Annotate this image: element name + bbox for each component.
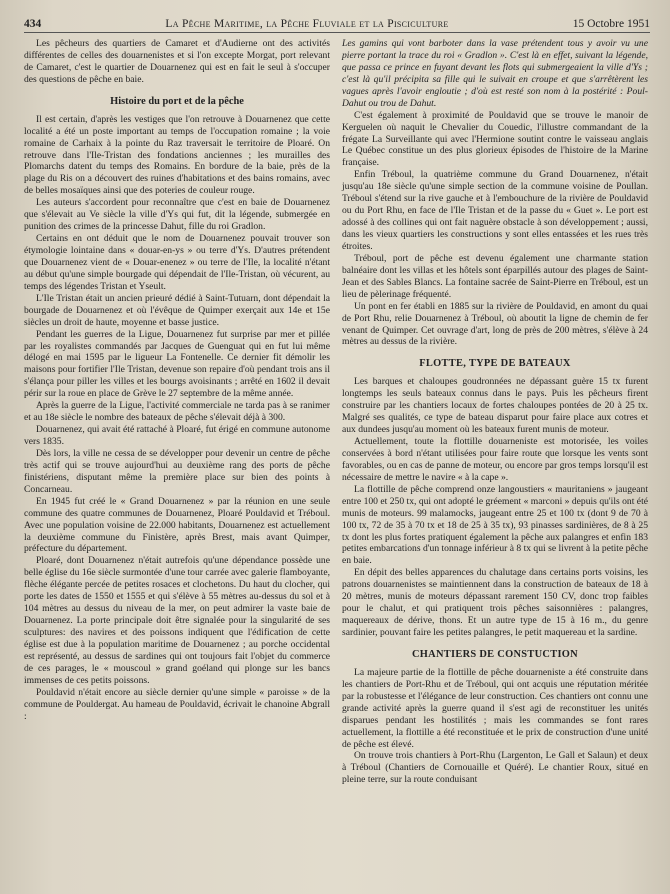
paragraph: Pendant les guerres de la Ligue, Douarnenez fut surprise par mer et pillée par les royalistes commandés par Jacques de Guenguat qui en fut lui même délogé en mai 1595 par le ligueur La Fontenelle. Ce dernier fit démolir les maisons pour fortifier l'Ile Tristan, devenue son repaire d'où pendant trois ans il s'élança pour piller les villes et les bourgs avoisinants ; arrêté en 1602 il devait périr sur la roue en place de Grève le 27 septembre de la même année.: [24, 328, 330, 400]
issue-date: 15 Octobre 1951: [572, 18, 650, 30]
paragraph: Pouldavid n'était encore au siècle dernier qu'une simple « paroisse » de la commune de Pouldergat. Au hameau de Pouldavid, écrivait le chanoine Abgrall :: [24, 686, 330, 722]
paragraph: Il est certain, d'après les vestiges que l'on retrouve à Douarnenez que cette localité a été un poste important au temps de l'occupation romaine ; la voie romaine de Carhaix à la pointe du Raz traversait le territoire de Ploaré. On retrouve dans l'Ile-Tristan des fondations anciennes ; les murailles des Plomarchs datent du temps des Romains. En bordure de la baie, près de la plage du Ris on a découvert des ruines d'habitations et des bains romains, avec de belles mosaïques ainsi que des poteries de couleur rouge.: [24, 113, 330, 197]
paragraph: Les auteurs s'accordent pour reconnaître que c'est en baie de Douarnenez que s'élevait au Ve siècle la ville d'Ys qui fut, dit la légende, submergée en punition des crimes de la princesse Dahut, fille du roi Gradlon.: [24, 197, 330, 233]
paragraph: Dès lors, la ville ne cessa de se développer pour devenir un centre de pêche très actif qui se trouve aujourd'hui au deuxième rang des ports de pêche finistériens, disputant même la première place sur bien des points à Concarneau.: [24, 447, 330, 495]
page-number: 434: [24, 18, 42, 30]
paragraph: Les pêcheurs des quartiers de Camaret et d'Audierne ont des activités différentes de celles des douarnenistes et si l'on excepte Morgat, port relevant de Camaret, c'est le quartier de Douarnenez qui est en fait le seul à s'occuper des questions de pêche en baie.: [24, 38, 330, 85]
section-heading: FLOTTE, TYPE DE BATEAUX: [419, 358, 571, 370]
paragraph: On trouve trois chantiers à Port-Rhu (Largenton, Le Gall et Salaun) et deux à Tréboul (Chantiers de Cornouaille et Quéré). Le chantier Roux, situé en pleine terre, sur la route conduisant: [342, 750, 648, 786]
paragraph: La flottille de pêche comprend onze langoustiers « mauritaniens » jaugeant entre 100 et 250 tx, qui ont adopté le gréement « marconi » depuis qu'ils ont été munis de moteurs. 99 malamocks, jaugeant entre 25 et 100 tx (dont 9 de 70 à 100 tx, 72 de 35 à 70 tx et 18 de 25 à 35 tx), 93 pinasses sardinières, de 8 à 25 tx dont les plus fortes pratiquent également la pêche aux palangres et enfin 183 petites embarcations d'un tonnage inférieur à 8 tx qui se livrent à la petite pêche en baie.: [342, 483, 648, 567]
paragraph: Les barques et chaloupes goudronnées ne dépassant guère 15 tx furent longtemps les seuls bateaux connus dans le pays. Puis les pêcheurs firent construire par les chantiers locaux de fortes chaloupes pontées de 20 à 25 tx. Malgré ses qualités, ce type de bateau disparut pour faire place aux cotres et aux dundees jusqu'au moment où les bateaux furent munis de moteur.: [342, 376, 648, 436]
right-column: [342, 38, 648, 786]
paragraph: Tréboul, port de pêche est devenu également une charmante station balnéaire dont les villas et les hôtels sont éparpillés autour des plages de Saint-Jean et des Sables Blancs. La fontaine sacrée de Saint-Pierre en Tréboul, est un lieu de pèlerinage fréquenté.: [342, 252, 648, 300]
paragraph: La majeure partie de la flottille de pêche douarneniste a été construite dans les chantiers de Port-Rhu et de Tréboul, qui ont acquis une réputation méritée par la robustesse et l'élégance de leur construction. Ces chantiers ont connu une grande activité après la guerre quand il s'est agi de reconstituer les unités disparues pendant les hostilités ; mais les commandes se font rares actuellement, la flottille a été reconstituée et le prix de construction d'une unité de pêche est élevé.: [342, 666, 648, 750]
paragraph: Ploaré, dont Douarnenez n'était autrefois qu'une dépendance possède une belle église du 16e siècle surmontée d'une tour carrée avec galerie flamboyante, flèche élégante percée de petites rosaces et clochetons. Du haut du clocher, qui porte les dates de 1550 et 1555 et qui s'élève à 55 mètres au-dessus du sol et à 104 mètres au dessus du niveau de la mer, on peut admirer la vaste baie de Douarnenez. La porte principale doit être signalée pour la singularité de ses sculptures: des navires et des poissons indiquent que l'édification de cette église est due à la population maritime de Douarnenez ; au porche occidental est représenté, au dessus de sardines qui ont toujours fait l'objet du commerce de ces parages, le « mouscoul » grand goéland qui plonge sur les bancs immenses de ces petits poissons.: [24, 555, 330, 686]
journal-title: La Pêche Maritime, la Pêche Fluviale et la Pisciculture: [165, 18, 449, 30]
paragraph: L'Ile Tristan était un ancien prieuré dédié à Saint-Tutuarn, dont dépendait la bourgade de Douarnenez et où l'évêque de Quimper exerçait aux 14e et 15e siècles un droit de haute, moyenne et basse justice.: [24, 292, 330, 328]
paragraph: Enfin Tréboul, la quatrième commune du Grand Douarnenez, n'était jusqu'au 18e siècle qu'une simple section de la commune voisine de Poullan. Tréboul s'étend sur la rive gauche et à l'embouchure de la rivière de Pouldavid ou du Port Rhu, en face de l'Ile Tristan et de la passe du « Guet ». Le port est adossé à des collines qui ont fait naguère obstacle à son développement ; aussi, dans les vieux quartiers les constructions y sont elles entassées et les rues très étroites.: [342, 169, 648, 252]
paragraph: Actuellement, toute la flottille douarneniste est motorisée, les voiles conservées à bord n'étant utilisées pour faire route que lorsque les vents sont favorables, ou en cas de panne de moteur, ou encore par gros temps lorsqu'il est nécessaire de mettre le navire « à la cape ».: [342, 436, 648, 483]
section-heading: CHANTIERS DE CONSTUCTION: [412, 648, 578, 660]
paragraph: Douarnenez, qui avait été rattaché à Ploaré, fut érigé en commune autonome vers 1835.: [24, 424, 330, 448]
article-body: [24, 38, 650, 786]
paragraph: En dépit des belles apparences du chalutage dans certains ports voisins, les patrons douarnenistes se maintiennent dans la construction de bateaux de 18 à 20 mètres, munis de moteurs dépassant rarement 150 CV, donc trop faibles pour le chalut, et qui pratiquent trois pêches saisonnières : palangres, maquereaux de dérive, thons. Et un autre type de 15 à 16 m., du genre sardinier, pouvant faire les petites palangres, le petit maquereau et la sardine.: [342, 567, 648, 639]
left-column: [24, 38, 330, 786]
paragraph: Un pont en fer établi en 1885 sur la rivière de Pouldavid, en amont du quai de Port Rhu, relie Douarnenez à Tréboul, où aboutit la ligne de chemin de fer venant de Quimper. Cet ouvrage d'art, long de près de 200 mètres, s'élève à 24 mètres au dessus de la rivière.: [342, 300, 648, 348]
paragraph: C'est également à proximité de Pouldavid que se trouve le manoir de Kerguelen où naquit le Chevalier du Couedic, l'illustre commandant de la frégate La Surveillante qui avec l'Hermione soutint contre le vaisseau anglais Le Québec constitue un des plus glorieux épisodes de l'histoire de la Marine française.: [342, 109, 648, 169]
paragraph: Après la guerre de la Ligue, l'activité commerciale ne tarda pas à se ranimer et au 18e siècle le nombre des bateaux de pêche s'élevait déjà à 300.: [24, 400, 330, 424]
paragraph: Certains en ont déduit que le nom de Douarnenez pouvait trouver son étymologie lointaine dans « douar-en-ys » ou terre d'Ys. D'autres prétendent que Douarnenez vient de « Douar-enenez » ou terre de l'Ile, la localité n'étant au début qu'une simple bourgade qui dépendait de l'Ile-Tristan, où vécurent, au temps des légendes Tristan et Yseult.: [24, 233, 330, 292]
block-quote: Les gamins qui vont barboter dans la vase prétendent tous y avoir vu une pierre portant la trace du roi « Gradlon ». C'est là en effet, suivant la légende, que passa ce prince en fuyant devant les flots qui submergeaient la ville d'Ys ; c'est là qu'il précipita sa fille qui le suivait en croupe et que s'arrêtèrent les vagues après l'avoir engloutie ; d'où est resté son nom à la postérité : Poul-Dahut ou trou de Dahut.: [342, 38, 648, 109]
page-header: [24, 18, 650, 33]
section-heading: Histoire du port et de la pêche: [110, 95, 244, 107]
paragraph: En 1945 fut créé le « Grand Douarnenez » par la réunion en une seule commune des quatre communes de Douarnenez, Ploaré Pouldavid et Tréboul. Avec une population voisine de 22.000 habitants, Douarnenez est actuellement la deuxième commune du Finistère, après Brest, mais avant Quimper, préfecture du département.: [24, 495, 330, 555]
